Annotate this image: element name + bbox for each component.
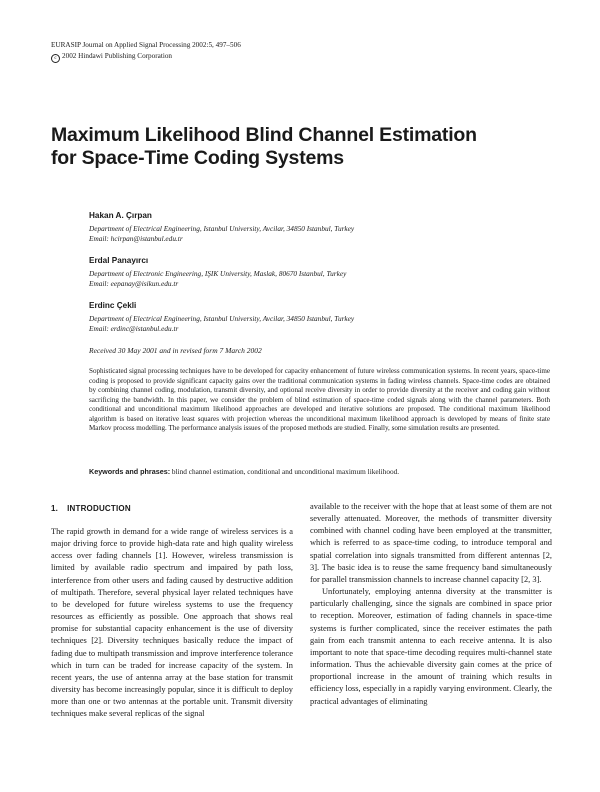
paper-title	[51, 124, 551, 170]
author-block	[89, 300, 559, 334]
section-title: INTRODUCTION	[67, 504, 131, 513]
section-heading	[51, 504, 131, 513]
copyright-icon: c	[51, 54, 60, 63]
author-block	[89, 255, 559, 289]
keywords-label: Keywords and phrases:	[89, 467, 171, 476]
author-email: Email: hcirpan@istanbul.edu.tr	[89, 234, 183, 243]
section-number: 1.	[51, 504, 59, 513]
right-column	[310, 501, 552, 708]
keywords-text: blind channel estimation, conditional and unconditional maximum likelihood.	[171, 467, 400, 476]
received-date: Received 30 May 2001 and in revised form 7 March 2002	[89, 346, 262, 355]
copyright-text: 2002 Hindawi Publishing Corporation	[62, 52, 173, 60]
author-name: Erdinc Çekli	[89, 301, 137, 310]
keywords	[89, 467, 550, 477]
left-column	[51, 526, 293, 721]
author-name: Erdal Panayırcı	[89, 256, 149, 265]
copyright-line	[51, 51, 241, 63]
title-line-2: for Space-Time Coding Systems	[51, 147, 344, 169]
author-block	[89, 210, 559, 244]
paragraph: available to the receiver with the hope that at least some of them are not severally attenuated. Moreover, the methods of transmitter diversity combined with channel coding have been employed at the transmitter, which is referred to as space-time coding, to introduce temporal and spatial correlation into signals transmitted from different antennas [2, 3]. The basic idea is to reuse the same frequency band simultaneously for parallel transmission channels to increase channel capacity [2, 3].	[310, 502, 552, 584]
author-affiliation: Department of Electrical Engineering, Istanbul University, Avcilar, 34850 Istanbul, Turkey	[89, 314, 355, 323]
author-affiliation: Department of Electronic Engineering, IŞIK University, Maslak, 80670 Istanbul, Turkey	[89, 269, 347, 278]
author-email: Email: eepanay@isikun.edu.tr	[89, 279, 179, 288]
journal-citation: EURASIP Journal on Applied Signal Processing 2002:5, 497–506	[51, 41, 241, 49]
author-name: Hakan A. Çırpan	[89, 211, 152, 220]
paragraph: Unfortunately, employing antenna diversity at the transmitter is particularly challenging, since the signals are combined in space prior to reception. Moreover, estimation of fading channels in space-time systems is further complicated, since the receiver estimates the path gain from each transmit antenna to each receive antenna. It is also important to note that space-time decoding requires multi-channel state information. Thus the achievable diversity gain comes at the price of proportional increase in the amount of training which results in efficiency loss, especially in a rapidly varying environment. Clearly, the practical advantages of eliminating	[310, 587, 552, 706]
paragraph: The rapid growth in demand for a wide range of wireless services is a major driving force to provide high-data rate and high quality wireless access over fading channels [1]. However, wireless transmission is limited by available radio spectrum and impaired by path loss, interference from other users and fading caused by destructive addition of multipath. Therefore, several physical layer related techniques have to be developed for future wireless systems to use the frequency resources as efficiently as possible. One approach that shows real promise for substantial capacity enhancement is the use of diversity techniques [2]. Diversity techniques basically reduce the impact of fading due to multipath transmission and improve interference tolerance which in turn can be traded for increase capacity of the system. In recent years, the use of antenna array at the base station for transmit diversity has become increasingly popular, since it is difficult to deploy more than one or two antennas at the portable unit. Transmit diversity techniques make several replicas of the signal	[51, 527, 293, 719]
abstract: Sophisticated signal processing techniques have to be developed for capacity enhancement of future wireless communication systems. In recent years, space-time coding is proposed to provide significant capacity gains over the traditional communication systems in fading wireless channels. Space-time codes are obtained by combining channel coding, modulation, transmit diversity, and optional receive diversity in order to provide diversity at the receiver and coding gain without sacrificing the bandwidth. In this paper, we consider the problem of blind estimation of space-time coded signals along with the channel parameters. Both conditional and unconditional maximum likelihood approaches are developed and iterative solutions are proposed. The conditional maximum likelihood algorithm is based on iterative least squares with projection whereas the unconditional maximum likelihood approach is developed by means of finite state Markov process modelling. The performance analysis issues of the proposed methods are studied. Finally, some simulation results are presented.	[89, 367, 550, 433]
title-line-1: Maximum Likelihood Blind Channel Estimation	[51, 124, 477, 146]
journal-header	[51, 40, 241, 63]
author-list	[89, 210, 559, 345]
author-email: Email: erdinc@istanbul.edu.tr	[89, 324, 179, 333]
author-affiliation: Department of Electrical Engineering, Istanbul University, Avcilar, 34850 Istanbul, Turkey	[89, 224, 355, 233]
